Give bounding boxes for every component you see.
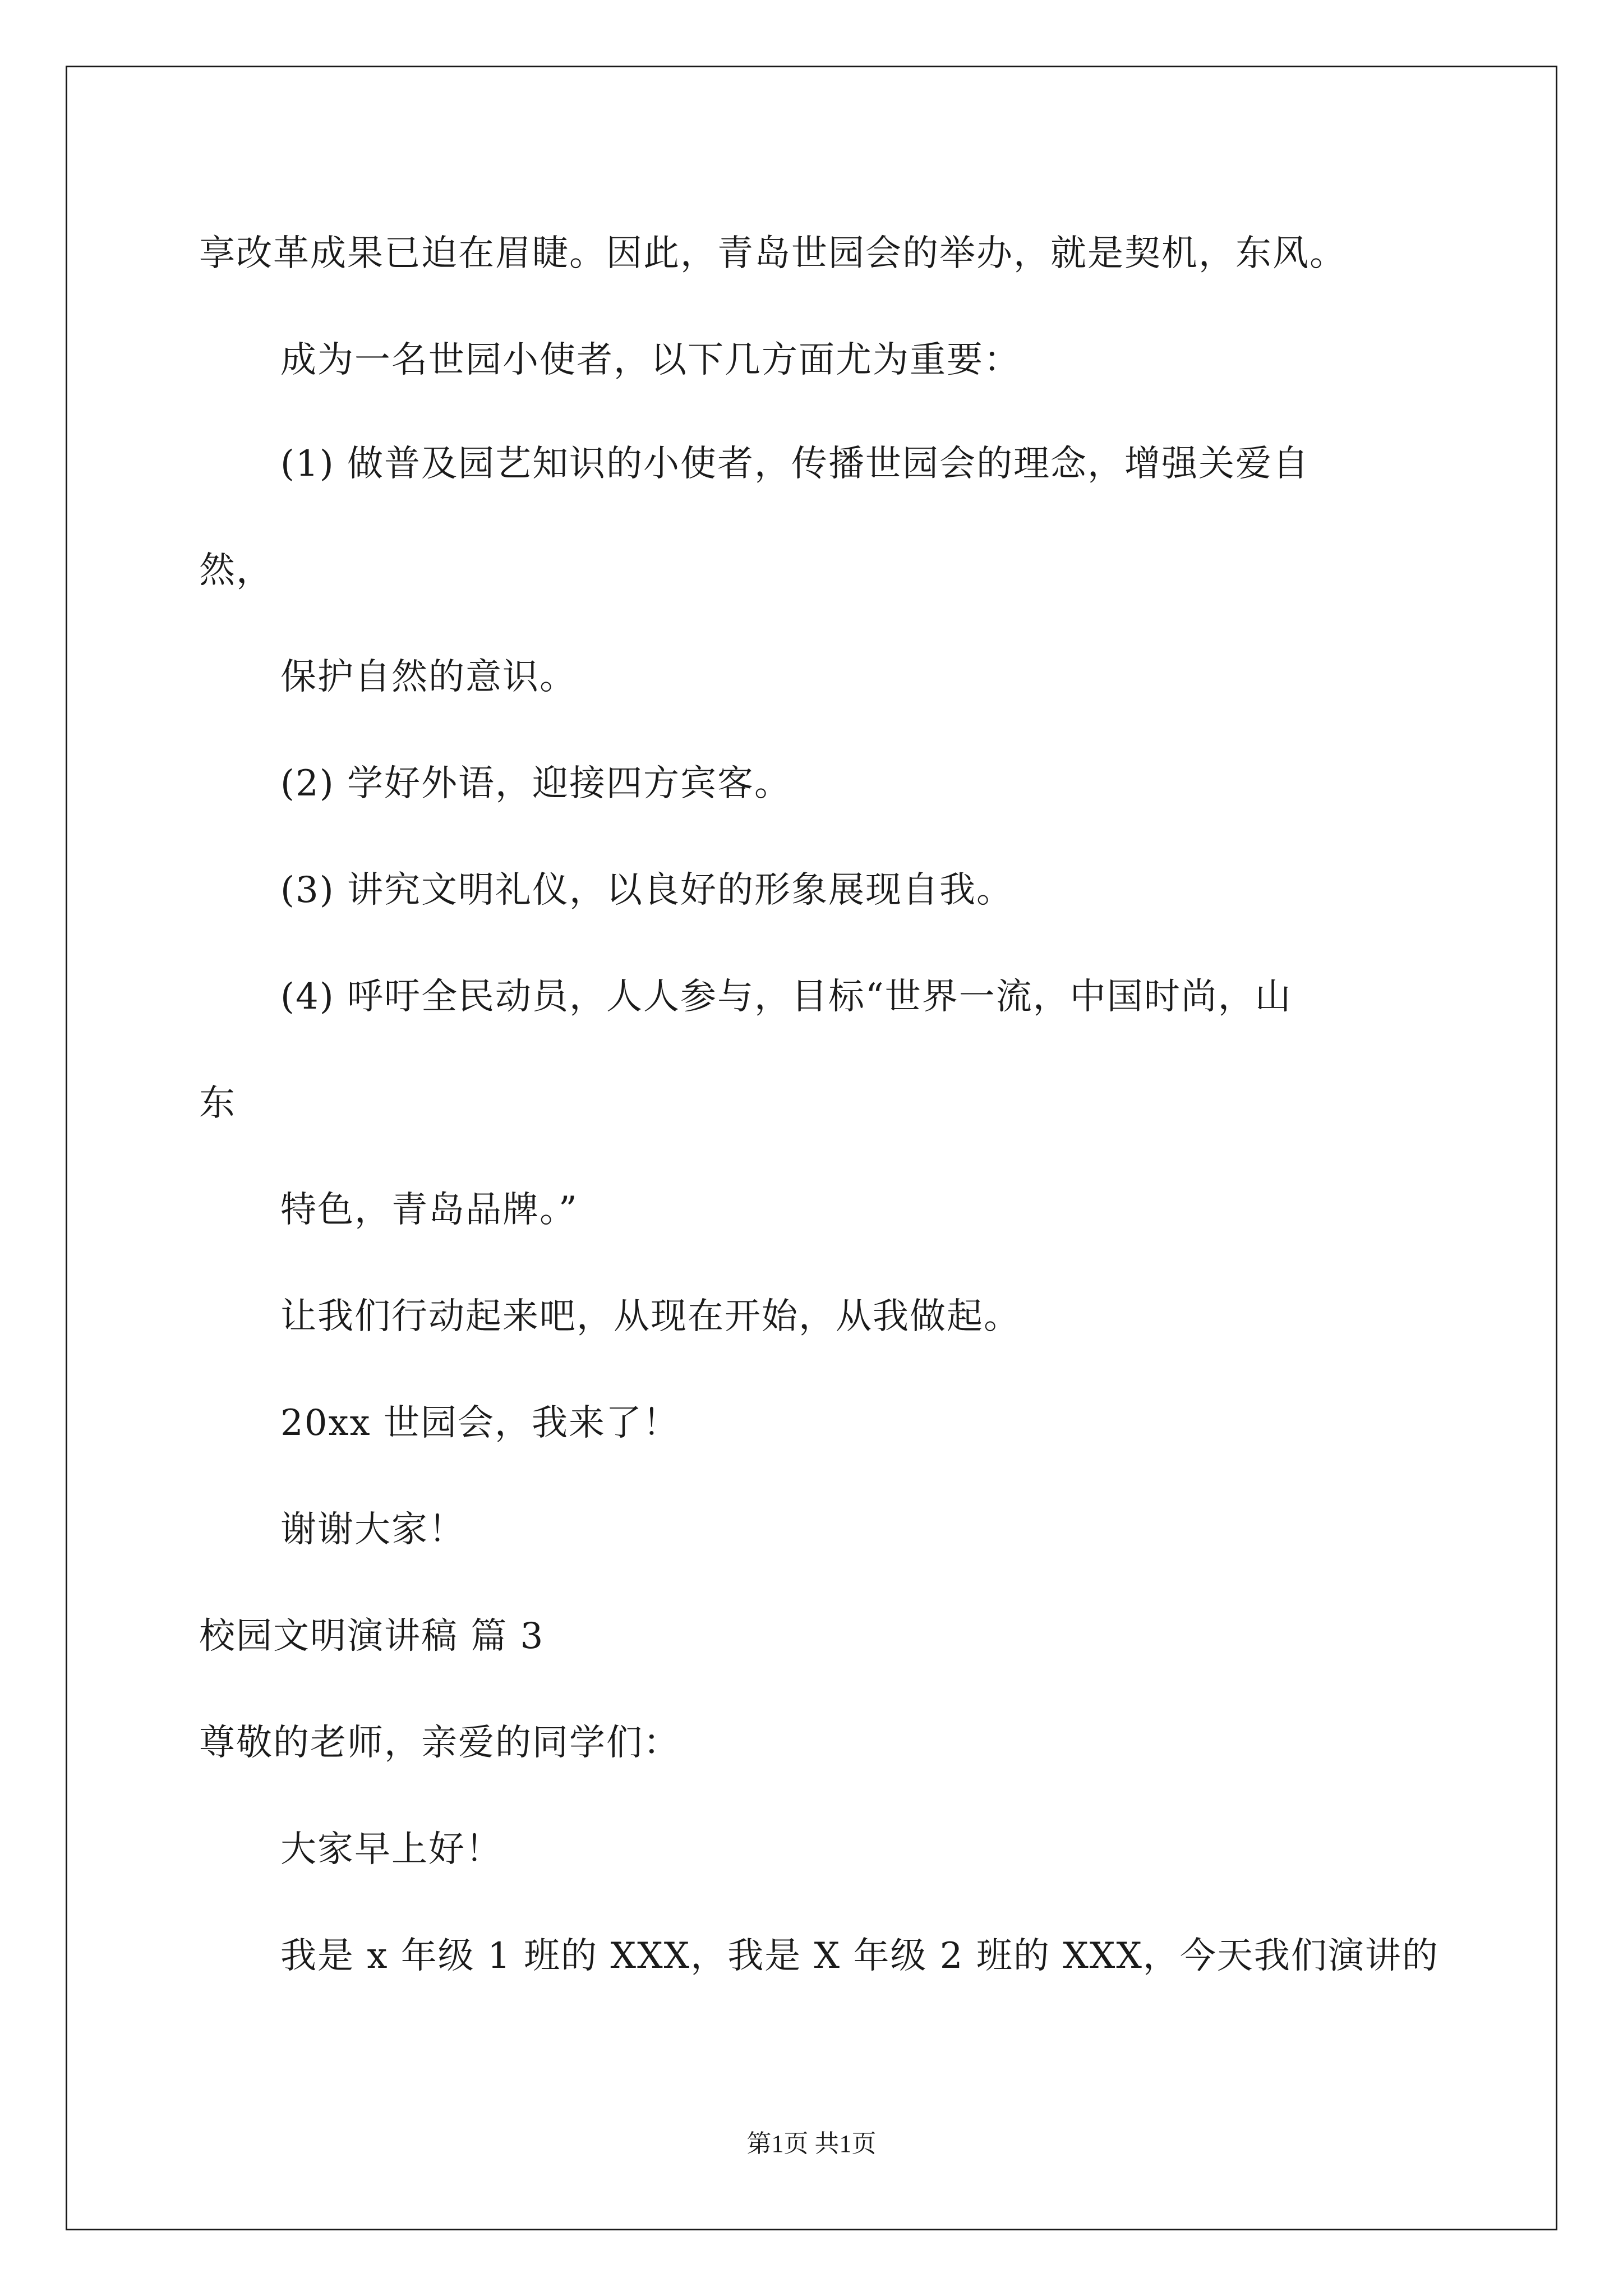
section-heading: 校园文明演讲稿 篇 3 xyxy=(199,1616,545,1657)
salutation: 尊敬的老师，亲爱的同学们： xyxy=(199,1722,680,1764)
paragraph-line: 享改革成果已迫在眉睫。因此，青岛世园会的举办，就是契机，东风。 xyxy=(199,233,1347,274)
paragraph-line: 大家早上好！ xyxy=(280,1829,502,1870)
paragraph-line: (3) 讲究文明礼仪，以良好的形象展现自我。 xyxy=(280,869,1013,911)
paragraph-line: 成为一名世园小使者，以下几方面尤为重要： xyxy=(280,339,1021,381)
paragraph-line: 然， xyxy=(199,550,273,591)
paragraph-line: (2) 学好外语，迎接四方宾客。 xyxy=(280,763,791,804)
paragraph-line: (1) 做普及园艺知识的小使者，传播世园会的理念，增强关爱自 xyxy=(280,443,1310,485)
paragraph-line: (4) 呼吁全民动员，人人参与，目标“世界一流，中国时尚，山 xyxy=(280,976,1292,1018)
paragraph-line: 20xx 世园会，我来了！ xyxy=(280,1402,680,1444)
paragraph-line: 让我们行动起来吧，从现在开始，从我做起。 xyxy=(280,1296,1021,1337)
paragraph-line: 东 xyxy=(199,1083,236,1124)
page-footer: 第1页 共1页 xyxy=(746,2130,877,2157)
paragraph-line: 保护自然的意识。 xyxy=(280,656,577,698)
paragraph-line: 谢谢大家！ xyxy=(280,1509,465,1550)
paragraph-line: 我是 x 年级 1 班的 XXX，我是 X 年级 2 班的 XXX，今天我们演讲的 xyxy=(280,1935,1439,1977)
paragraph-line: 特色，青岛品牌。” xyxy=(280,1189,578,1231)
